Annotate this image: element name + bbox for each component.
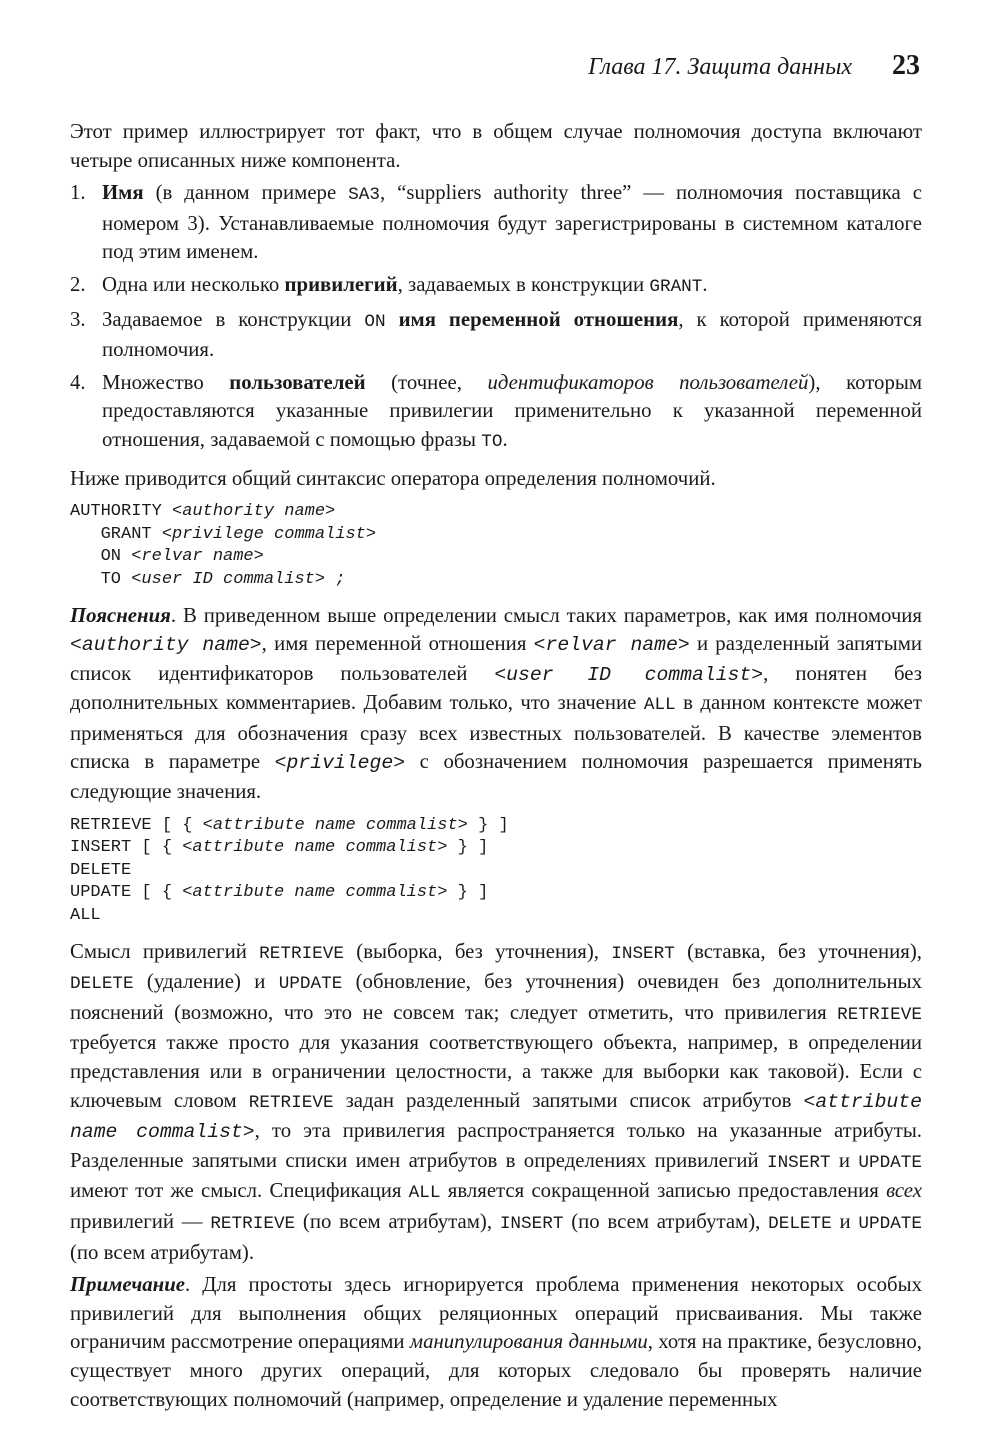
text: и <box>830 1148 859 1172</box>
code-inline: DELETE <box>70 974 134 995</box>
code-inline: ALL <box>408 1183 441 1204</box>
term-italic: всех <box>886 1179 922 1203</box>
text: . В приведенном выше определении смысл таких параметров, как имя полномочия <box>170 603 922 627</box>
code-end: } ] <box>467 815 509 835</box>
code-inline: <authority name> <box>70 634 262 657</box>
code-inline: <relvar name> <box>533 634 690 657</box>
code-inline: ON <box>364 311 386 332</box>
text: . <box>702 272 708 296</box>
text: , хотя на практике, безусловно, существует много других операций, для которых следовало бы проверять наличие соответствующих полномочий (например, определение и удаление переменных <box>70 1330 922 1411</box>
code-line <box>70 860 922 883</box>
code-keyword: DELETE <box>70 860 132 880</box>
text: , задаваемых в конструкции <box>397 272 650 296</box>
code-arg: <privilege commalist> <box>161 524 377 544</box>
text: в данном контексте может применяться для обозначения сразу всех известных пользователей. В качестве элементов списка в параметре <box>70 691 922 774</box>
term-italic: манипулирования данными <box>409 1330 648 1354</box>
text: привилегий — <box>70 1209 211 1233</box>
text: (выборка, без уточнения), <box>344 939 612 963</box>
code-arg: <relvar name> <box>131 547 264 567</box>
page-body <box>70 118 922 1418</box>
code-keyword: ALL <box>70 906 101 926</box>
code-inline: <attribute name commalist> <box>70 1090 922 1144</box>
code-keyword: RETRIEVE [ { <box>70 815 203 835</box>
text <box>386 308 399 331</box>
code-inline: <privilege> <box>274 752 406 775</box>
code-inline: GRANT <box>649 276 703 297</box>
text: и разделенный запятыми список идентификаторов пользователей <box>70 632 922 685</box>
term-bold: имя переменной отношения <box>398 307 679 331</box>
code-inline: INSERT <box>611 943 675 964</box>
code-keyword: INSERT [ { <box>70 838 183 858</box>
running-header <box>0 50 920 82</box>
code-block-authority <box>70 501 922 591</box>
code-inline: RETRIEVE <box>837 1004 922 1025</box>
list-number: 1. <box>70 181 86 205</box>
text: , к которой применяются полномочия. <box>102 307 923 362</box>
text: , “suppliers authority three” — полномочия поставщика с номером 3). Устанавливаемые полномочия будут зарегистрированы в системном каталоге под этим именем. <box>102 181 922 264</box>
code-inline: TO <box>481 431 503 452</box>
list-number: 3. <box>70 307 86 331</box>
code-inline: RETRIEVE <box>248 1092 334 1113</box>
code-arg: <authority name> <box>172 502 336 522</box>
code-inline: RETRIEVE <box>259 943 344 964</box>
text: имеют тот же смысл. Спецификация <box>70 1179 409 1203</box>
code-end: } ] <box>447 838 489 858</box>
code-inline: DELETE <box>768 1213 832 1234</box>
list-number: 4. <box>70 370 86 394</box>
list-text <box>102 306 922 365</box>
text: (вставка, без уточнения), <box>674 939 922 963</box>
code-arg: <attribute name commalist> <box>182 883 448 903</box>
paragraph-syntax-intro: Ниже приводится общий синтаксис оператора определения полномочий. <box>70 466 716 490</box>
code-inline: ALL <box>643 695 676 716</box>
text: и <box>831 1209 859 1233</box>
list-text <box>102 179 922 267</box>
term-bold: привилегий <box>284 272 398 296</box>
term-bold: Имя <box>102 181 144 205</box>
text: (удаление) и <box>133 970 279 994</box>
code-line <box>70 882 922 905</box>
code-inline: <user ID commalist> <box>494 663 764 686</box>
text: является сокращенной записью предоставления <box>440 1179 887 1203</box>
code-inline: UPDATE <box>278 974 343 995</box>
components-list <box>70 179 922 456</box>
code-keyword: UPDATE [ { <box>70 883 183 903</box>
code-keyword: GRANT <box>70 524 162 544</box>
code-line <box>70 501 922 524</box>
text: (по всем атрибутам). <box>70 1240 255 1264</box>
text: Одна или несколько <box>102 272 285 296</box>
text: , понятен без дополнительных комментариев. Добавим только, что значение <box>70 661 922 715</box>
code-line <box>70 905 922 928</box>
code-arg: <user ID commalist> ; <box>131 569 346 589</box>
list-item <box>70 271 922 302</box>
code-keyword: TO <box>70 569 132 589</box>
text: (в данном примере <box>143 181 349 205</box>
text: требуется также просто для указания соответствующего объекта, например, в определении представления или в ограничении целостности, а также для выборки как таковой). Если с ключевым словом <box>70 1031 922 1112</box>
term-italic: идентификаторов пользователей <box>487 370 809 394</box>
text: , имя переменной отношения <box>261 632 534 656</box>
lead-term: Пояснения <box>70 603 171 627</box>
text: , то эта привилегия распространяется только на указанные атрибуты. Разделенные запятыми списки имен атрибутов в определениях привилегий <box>70 1119 922 1172</box>
code-arg: <attribute name commalist> <box>202 815 468 835</box>
code-end: } ] <box>447 883 489 903</box>
code-arg: <attribute name commalist> <box>182 838 448 858</box>
text: Задаваемое в конструкции <box>102 307 365 331</box>
code-inline: SA3 <box>348 185 380 206</box>
lead-term: Примечание <box>70 1273 186 1297</box>
text: (по всем атрибутам), <box>295 1209 500 1233</box>
text: Смысл привилегий <box>70 939 260 963</box>
text: с обозначением полномочия разрешается применять следующие значения. <box>70 750 922 804</box>
code-keyword: AUTHORITY <box>70 502 173 522</box>
code-inline: UPDATE <box>858 1213 923 1234</box>
list-text <box>102 369 922 457</box>
page-number: 23 <box>892 50 920 81</box>
text: . <box>502 427 508 451</box>
text: ), которым предоставляются указанные привилегии применительно к указанной переменной отношения, задаваемой с помощью фразы <box>102 370 922 451</box>
code-block-privileges <box>70 815 922 928</box>
paragraph-explanations <box>70 602 922 807</box>
paragraph-privileges-meaning <box>70 938 922 1268</box>
code-line <box>70 815 922 838</box>
text: (по всем атрибутам), <box>563 1209 769 1233</box>
paragraph-intro: Этот пример иллюстрирует тот факт, что в общем случае полномочия доступа включают четыре описанных ниже компонента. <box>70 120 922 172</box>
code-inline: INSERT <box>499 1213 564 1234</box>
code-inline: UPDATE <box>858 1152 922 1173</box>
list-item <box>70 306 922 365</box>
code-inline: INSERT <box>766 1152 831 1173</box>
text: . Для простоты здесь игнорируется проблема применения некоторых особых привилегий для выполнения общих реляционных операций присваивания. Мы также ограничим рассмотрение операциями <box>70 1273 922 1354</box>
code-keyword: ON <box>70 547 132 567</box>
code-inline: RETRIEVE <box>210 1213 296 1234</box>
list-text <box>102 271 922 302</box>
code-line <box>70 569 922 592</box>
text: задан разделенный запятыми список атрибутов <box>333 1088 804 1112</box>
text: Множество <box>102 370 230 394</box>
code-line <box>70 546 922 569</box>
code-line <box>70 837 922 860</box>
paragraph-note <box>70 1271 922 1414</box>
term-bold: пользователей <box>229 370 366 394</box>
text: (точнее, <box>365 370 488 394</box>
list-item <box>70 179 922 267</box>
list-number: 2. <box>70 272 86 296</box>
chapter-title: Глава 17. Защита данных <box>588 54 852 80</box>
code-line <box>70 524 922 547</box>
list-item <box>70 369 922 457</box>
text: (обновление, без уточнения) очевиден без дополнительных пояснений (возможно, что это не совсем так; следует отметить, что привилегия <box>70 970 923 1024</box>
